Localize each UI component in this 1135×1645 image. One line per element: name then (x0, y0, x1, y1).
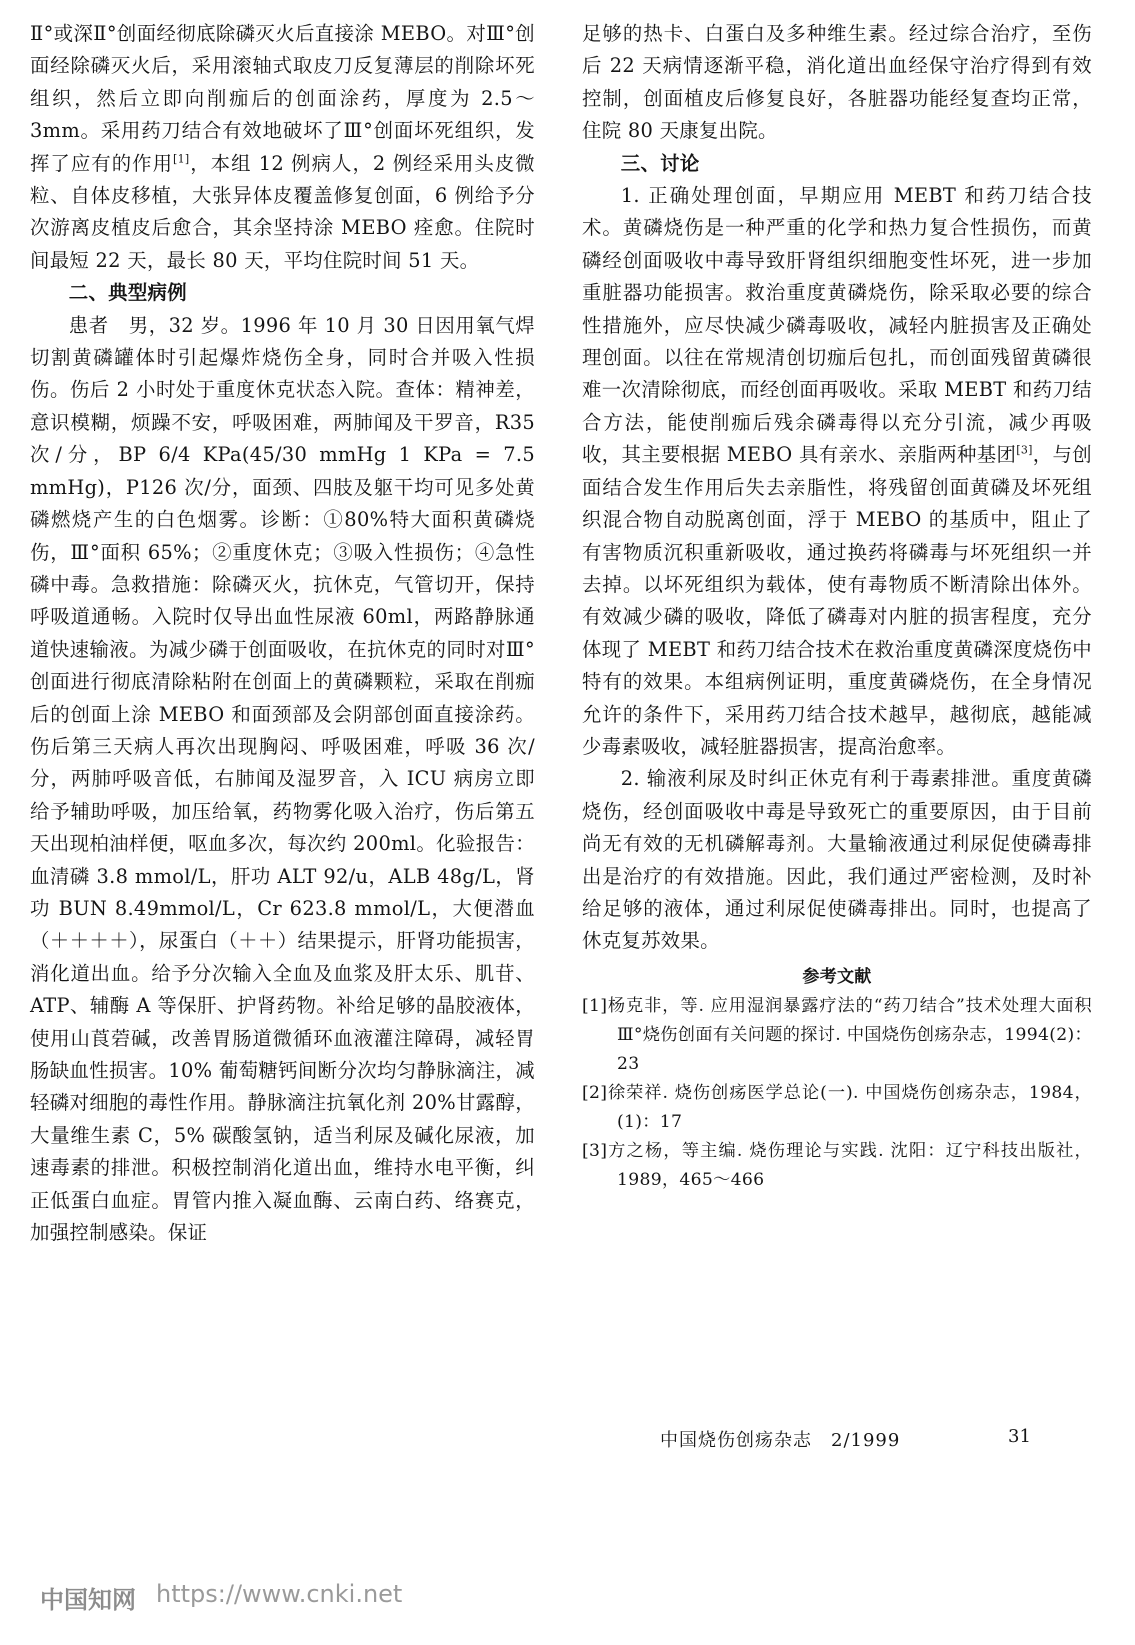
paragraph-text: Ⅱ°或深Ⅱ°创面经彻底除磷灭火后直接涂 MEBO。对Ⅲ°创面经除磷灭火后，采用滚轴式取皮刀反复薄层的削除坏死组织，然后立即向削痂后的创面涂药，厚度为 2.5～3mm。采用药刀结合有效地破坏了Ⅲ°创面坏死组织，发挥了应有的作用 (30, 22, 535, 175)
paragraph-treatment (30, 18, 535, 277)
section-heading-case: 二、典型病例 (68, 281, 187, 305)
references-title: 参考文献 (802, 966, 872, 987)
left-column (30, 18, 535, 1249)
paragraph-text: ，与创面结合发生作用后失去亲脂性，将残留创面黄磷及坏死组织混合物自动脱离创面，浮于 MEBO 的基质中，阻止了有害物质沉积重新吸收，通过换药将磷毒与坏死组织一并去掉。以坏死组织为载体，使有毒物质不断清除出体外。有效减少磷的吸收，降低了磷毒对内脏的损害程度，充分体现了 MEBT 和药刀结合技术在救治重度黄磷深度烧伤中特有的效果。本组病例证明，重度黄磷烧伤，在全身情况允许的条件下，采用药刀结合技术越早，越彻底，越能减少毒素吸收，减轻脏器损害，提高治愈率。 (582, 443, 1092, 758)
cnki-watermark (40, 1580, 402, 1615)
paragraph-case-continued: 足够的热卡、白蛋白及多种维生素。经过综合治疗，至伤后 22 天病情逐渐平稳，消化道出血经保守治疗得到有效控制，创面植皮后修复良好，各脏器功能经复查均正常，住院 80 天康复出院。 (582, 22, 1092, 143)
citation-marker: [3] (1016, 443, 1033, 457)
right-column (582, 18, 1092, 1195)
journal-footer: 中国烧伤创疡杂志 2/1999 (660, 1430, 901, 1451)
watermark-brand: 中国知网 (40, 1586, 136, 1614)
reference-item: [3]方之杨，等主编. 烧伤理论与实践. 沈阳：辽宁科技出版社，1989，465～466 (582, 1140, 1092, 1190)
section-heading-discussion: 三、讨论 (620, 151, 700, 175)
paragraph-text: 1. 正确处理创面，早期应用 MEBT 和药刀结合技术。黄磷烧伤是一种严重的化学和热力复合性损伤，而黄磷经创面吸收中毒导致肝肾组织细胞变性坏死，进一步加重脏器功能损害。救治重度黄磷烧伤，除采取必要的综合性措施外，应尽快减少磷毒吸收，减轻内脏损害及正确处理创面。以往在常规清创切痂后包扎，而创面残留黄磷很难一次清除彻底，而经创面再吸收。采取 MEBT 和药刀结合方法，能使削痂后残余磷毒得以充分引流，减少再吸收，其主要根据 MEBO 具有亲水、亲脂两种基团 (582, 184, 1092, 467)
paragraph-discussion-2: 2. 输液利尿及时纠正休克有利于毒素排泄。重度黄磷烧伤，经创面吸收中毒是导致死亡的重要原因，由于目前尚无有效的无机磷解毒剂。大量输液通过利尿促使磷毒排出是治疗的有效措施。因此，我们通过严密检测，及时补给足够的液体，通过利尿促使磷毒排出。同时，也提高了休克复苏效果。 (582, 767, 1092, 953)
page-number: 31 (1008, 1426, 1031, 1447)
citation-marker: [1] (173, 152, 190, 166)
paragraph-text: ，本组 12 例病人，2 例经采用头皮微粒、自体皮移植，大张异体皮覆盖修复创面，6 例给予分次游离皮植皮后愈合，其余坚持涂 MEBO 痊愈。住院时间最短 22 天，最长 80 天，平均住院时间 51 天。 (30, 151, 535, 272)
paragraph-discussion-1 (582, 180, 1092, 763)
paragraph-case-report: 患者 男，32 岁。1996 年 10 月 30 日因用氧气焊切割黄磷罐体时引起爆炸烧伤全身，同时合并吸入性损伤。伤后 2 小时处于重度休克状态入院。查体：精神差，意识模糊，烦躁不安，呼吸困难，两肺闻及干罗音，R35 次/分，BP 6/4 KPa(45/30 mmHg 1 KPa = 7.5 mmHg)，P126 次/分，面颈、四肢及躯干均可见多处黄磷燃烧产生的白色烟雾。诊断：①80%特大面积黄磷烧伤，Ⅲ°面积 65%；②重度休克；③吸入性损伤；④急性磷中毒。急救措施：除磷灭火，抗休克，气管切开，保持呼吸道通畅。入院时仅导出血性尿液 60ml，两路静脉通道快速输液。为减少磷于创面吸收，在抗休克的同时对Ⅲ°创面进行彻底清除粘附在创面上的黄磷颗粒，采取在削痂后的创面上涂 MEBO 和面颈部及会阴部创面直接涂药。伤后第三天病人再次出现胸闷、呼吸困难，呼吸 36 次/分，两肺呼吸音低，右肺闻及湿罗音，入 ICU 病房立即给予辅助呼吸，加压给氧，药物雾化吸入治疗，伤后第五天出现柏油样便，呕血多次，每次约 200ml。化验报告：血清磷 3.8 mmol/L，肝功 ALT 92/u，ALB 48g/L，肾功 BUN 8.49mmol/L，Cr 623.8 mmol/L，大便潜血（＋＋＋＋），尿蛋白（＋＋）结果提示，肝肾功能损害，消化道出血。给予分次输入全血及血浆及肝太乐、肌苷、ATP、辅酶 A 等保肝、护肾药物。补给足够的晶胶液体，使用山莨菪碱，改善胃肠道微循环血液灌注障碍，减轻胃肠缺血性损害。10% 葡萄糖钙间断分次均匀静脉滴注，减轻磷对细胞的毒性作用。静脉滴注抗氧化剂 20%甘露醇，大量维生素 C，5% 碳酸氢钠，适当利尿及碱化尿液，加速毒素的排泄。积极控制消化道出血，维持水电平衡，纠正低蛋白血症。胃管内推入凝血酶、云南白药、络赛克，加强控制感染。保证 (30, 313, 535, 1245)
watermark-url: https://www.cnki.net (156, 1580, 403, 1608)
reference-item: [2]徐荣祥. 烧伤创疡医学总论(一). 中国烧伤创疡杂志，1984，(1)：17 (582, 1082, 1092, 1132)
reference-item: [1]杨克非，等. 应用湿润暴露疗法的“药刀结合”技术处理大面积Ⅲ°烧伤创面有关问题的探讨. 中国烧伤创疡杂志，1994(2)：23 (582, 995, 1092, 1074)
